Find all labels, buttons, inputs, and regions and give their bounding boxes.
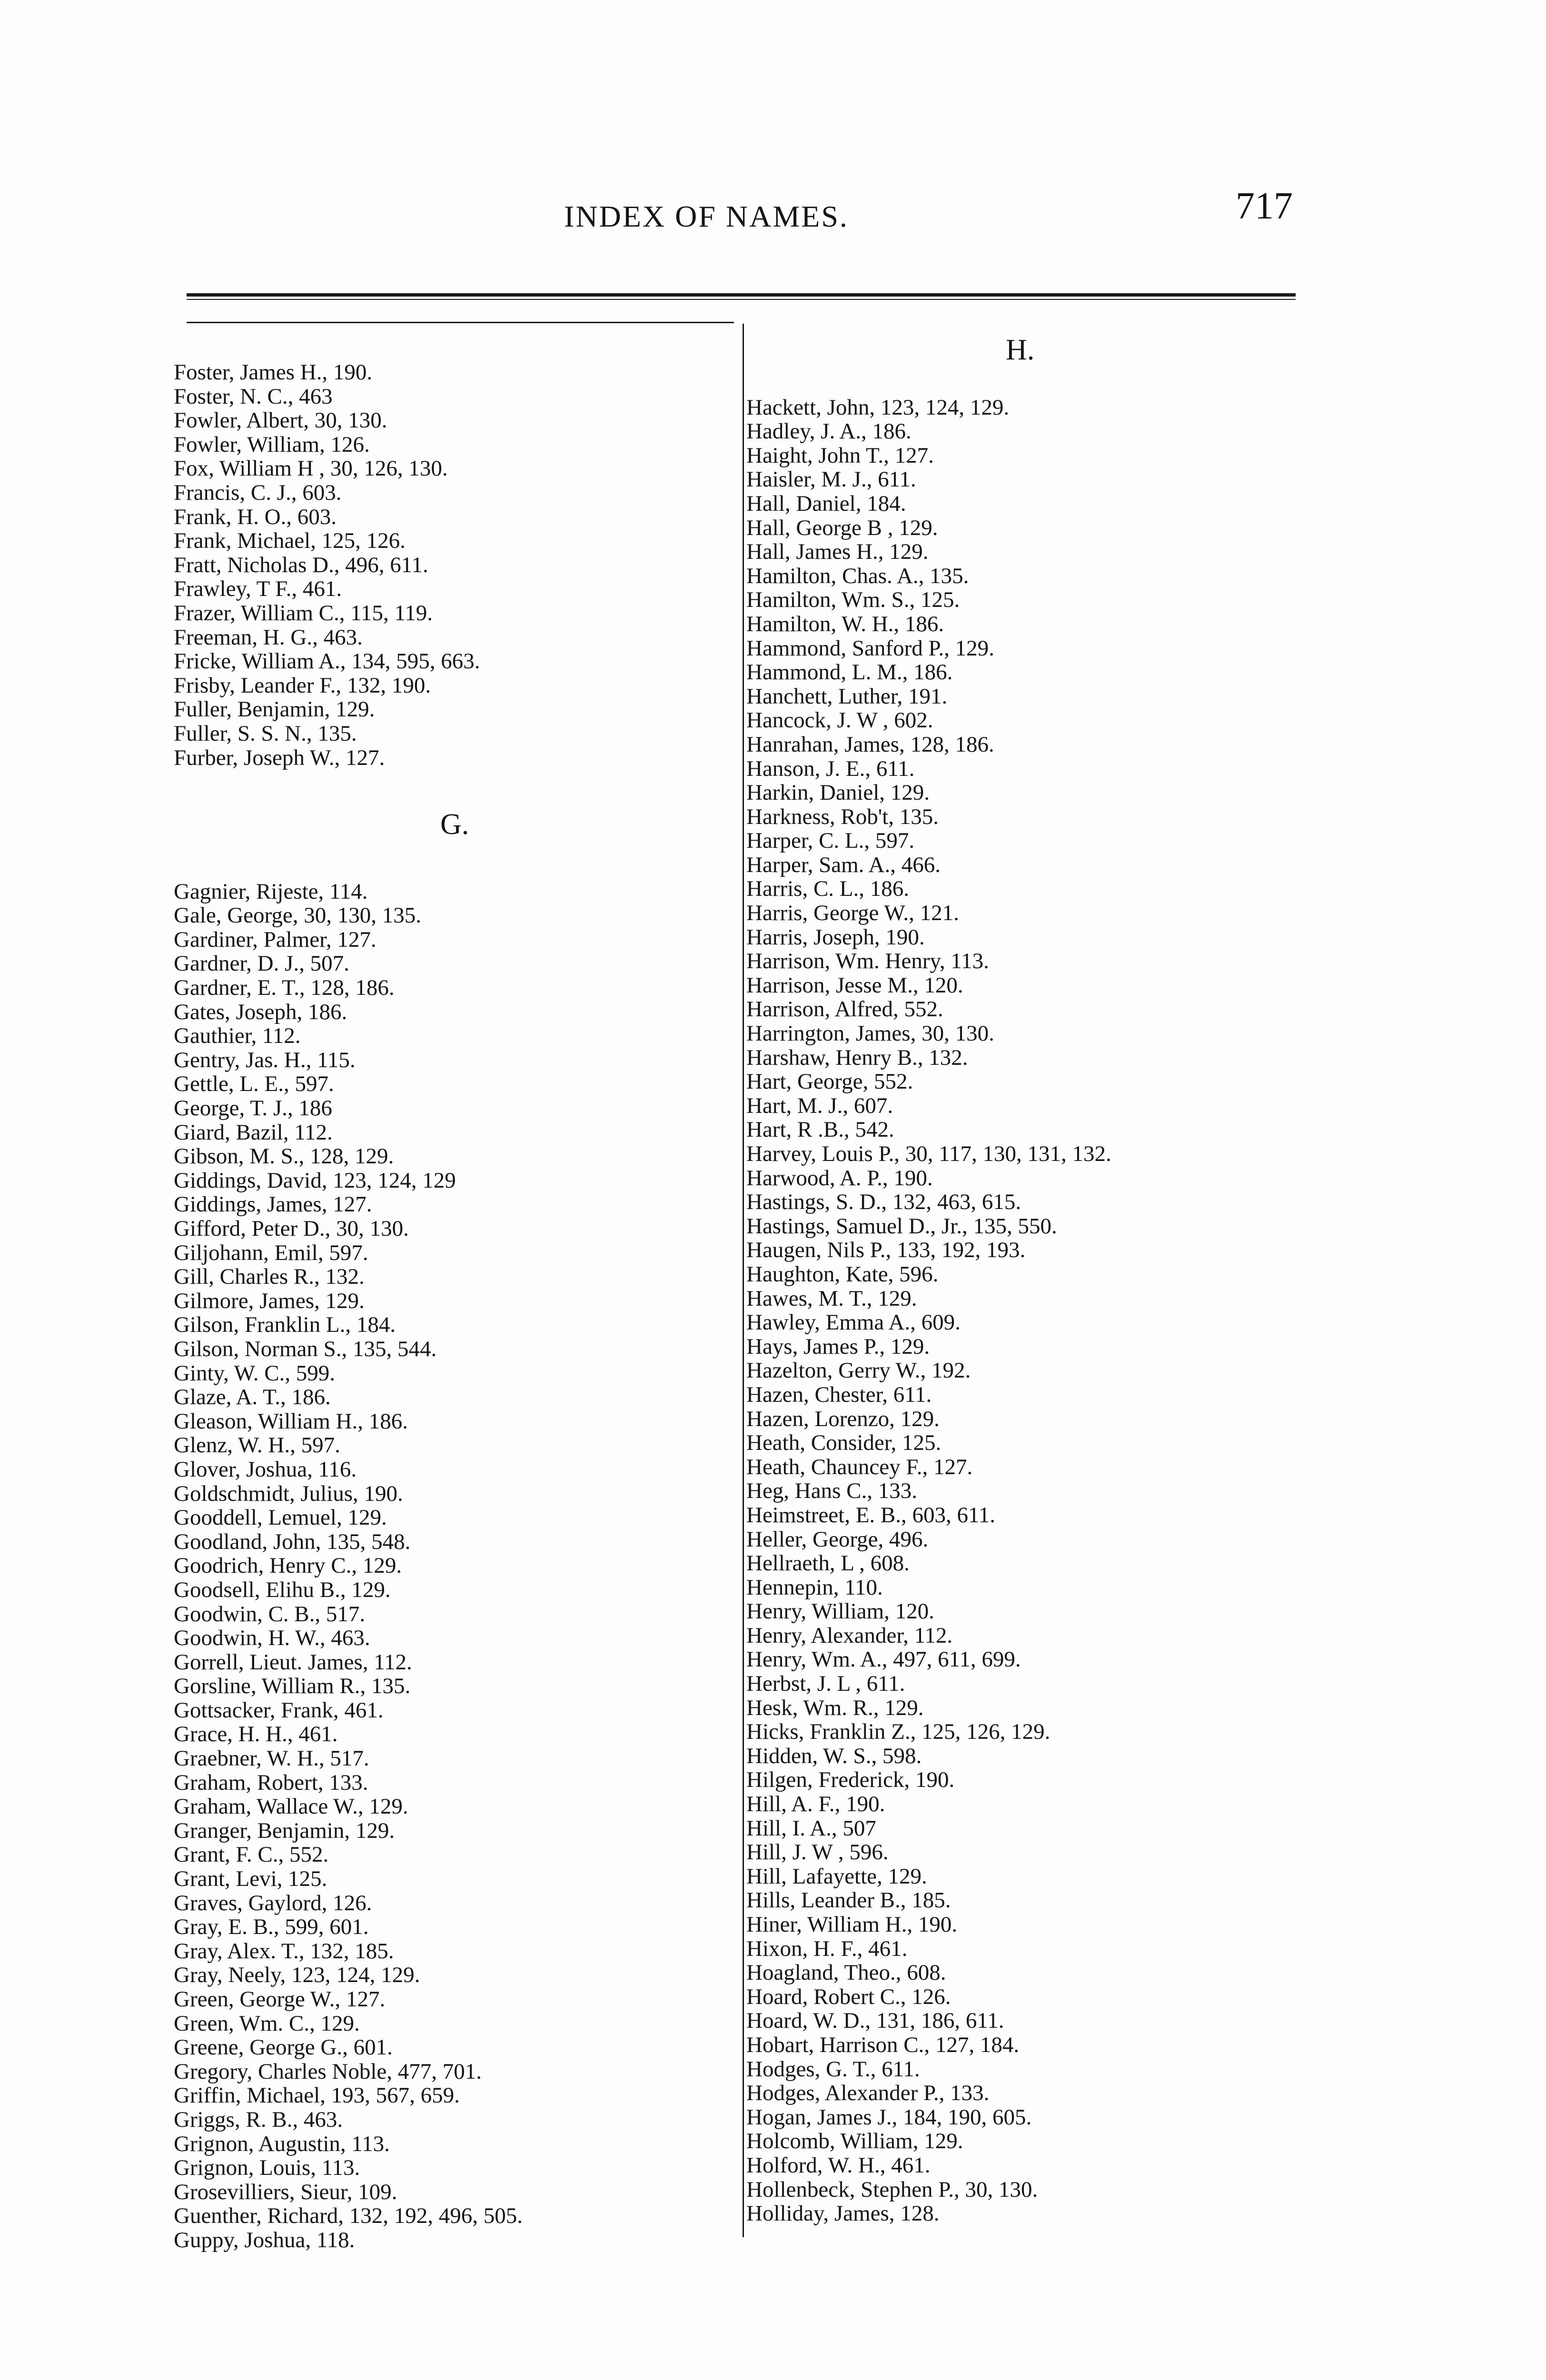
index-entry: Hennepin, 110. (746, 1575, 883, 1600)
index-entry: Goodwin, H. W., 463. (174, 1626, 370, 1651)
index-entry: Gilmore, James, 129. (174, 1288, 365, 1313)
index-entry: Harrington, James, 30, 130. (746, 1021, 994, 1046)
index-entry: Hobart, Harrison C., 127, 184. (746, 2032, 1020, 2057)
index-entry: Hollenbeck, Stephen P., 30, 130. (746, 2177, 1038, 2202)
index-entry: Hastings, S. D., 132, 463, 615. (746, 1190, 1021, 1215)
index-entry: Giljohann, Emil, 597. (174, 1240, 368, 1265)
index-entry: Fuller, Benjamin, 129. (174, 697, 375, 722)
header-rule (187, 293, 1296, 297)
index-entry: Holford, W. H., 461. (746, 2152, 931, 2178)
index-entry: Giddings, David, 123, 124, 129 (174, 1168, 456, 1193)
index-entry: Hoard, W. D., 131, 186, 611. (746, 2008, 1004, 2033)
index-entry: Guppy, Joshua, 118. (174, 2227, 355, 2252)
right-column (746, 334, 1270, 2226)
index-entry: Gardner, D. J., 507. (174, 951, 349, 976)
index-entry: Hawley, Emma A., 609. (746, 1310, 961, 1335)
section-heading-g: G. (440, 808, 469, 841)
index-entry: Heg, Hans C., 133. (746, 1478, 917, 1504)
index-entry: Gooddell, Lemuel, 129. (174, 1505, 387, 1530)
index-entry: Hadley, J. A., 186. (746, 419, 912, 444)
index-entry: Giddings, James, 127. (174, 1192, 372, 1217)
index-entry: Gorsline, William R., 135. (174, 1674, 411, 1699)
index-entry: Henry, Wm. A., 497, 611, 699. (746, 1647, 1021, 1672)
index-entry: Hazen, Lorenzo, 129. (746, 1406, 940, 1431)
index-entry: Hall, James H., 129. (746, 539, 929, 565)
index-entry: Hogan, James J., 184, 190, 605. (746, 2104, 1032, 2130)
section-heading-h: H. (1006, 334, 1035, 366)
index-entry: Hoard, Robert C., 126. (746, 1984, 951, 2009)
index-entry: Gardiner, Palmer, 127. (174, 927, 377, 952)
index-entry: Gray, E. B., 599, 601. (174, 1914, 369, 1940)
index-entry: Foster, N. C., 463 (174, 384, 333, 409)
page-header (0, 185, 1546, 242)
left-column-rule (187, 322, 734, 323)
index-entry: Harper, Sam. A., 466. (746, 852, 941, 877)
index-entry: Hamilton, Wm. S., 125. (746, 587, 960, 613)
index-entry: Glover, Joshua, 116. (174, 1457, 357, 1482)
index-entry: Frawley, T F., 461. (174, 576, 342, 602)
index-entry: Harper, C. L., 597. (746, 828, 915, 853)
index-entry: Gilson, Norman S., 135, 544. (174, 1336, 437, 1361)
index-entry: Hill, I. A., 507 (746, 1815, 876, 1841)
index-entry: Holcomb, William, 129. (746, 2129, 963, 2154)
index-entry: Fricke, William A., 134, 595, 663. (174, 649, 480, 674)
index-entry: Gill, Charles R., 132. (174, 1264, 365, 1289)
index-entry: Giard, Bazil, 112. (174, 1120, 333, 1145)
index-list-f (174, 360, 721, 770)
index-entry: Gifford, Peter D., 30, 130. (174, 1216, 409, 1241)
index-entry: Graves, Gaylord, 126. (174, 1890, 372, 1915)
index-entry: Haisler, M. J., 611. (746, 467, 916, 492)
index-entry: Harris, George W., 121. (746, 901, 959, 926)
index-entry: Gardner, E. T., 128, 186. (174, 975, 395, 1001)
index-entry: Hancock, J. W , 602. (746, 708, 933, 733)
index-entry: Hanchett, Luther, 191. (746, 684, 948, 709)
index-entry: Hart, M. J., 607. (746, 1093, 893, 1118)
index-entry: Hazelton, Gerry W., 192. (746, 1358, 971, 1383)
index-entry: Hall, Daniel, 184. (746, 491, 906, 516)
index-entry: Harwood, A. P., 190. (746, 1165, 933, 1190)
page-title: INDEX OF NAMES. (564, 199, 849, 233)
index-entry: Hastings, Samuel D., Jr., 135, 550. (746, 1213, 1057, 1239)
index-entry: Grant, F. C., 552. (174, 1842, 329, 1867)
index-entry: Gottsacker, Frank, 461. (174, 1697, 384, 1723)
index-entry: Holliday, James, 128. (746, 2201, 940, 2226)
index-entry: Greene, George G., 601. (174, 2035, 393, 2060)
index-entry: Harkin, Daniel, 129. (746, 780, 930, 805)
index-entry: Frank, Michael, 125, 126. (174, 528, 406, 554)
index-entry: Harrison, Wm. Henry, 113. (746, 949, 989, 974)
index-entry: Harrison, Alfred, 552. (746, 997, 943, 1022)
index-entry: Heimstreet, E. B., 603, 611. (746, 1502, 996, 1527)
index-entry: Hilgen, Frederick, 190. (746, 1767, 955, 1793)
index-entry: Graham, Wallace W., 129. (174, 1794, 408, 1819)
index-entry: Griggs, R. B., 463. (174, 2107, 343, 2132)
index-entry: Frank, H. O., 603. (174, 504, 337, 529)
index-entry: Ginty, W. C., 599. (174, 1360, 336, 1386)
index-entry: Gleason, William H., 186. (174, 1408, 408, 1434)
index-entry: Gray, Alex. T., 132, 185. (174, 1938, 394, 1964)
index-entry: Haugen, Nils P., 133, 192, 193. (746, 1238, 1026, 1263)
index-entry: Hall, George B , 129. (746, 515, 938, 540)
index-entry: Gates, Joseph, 186. (174, 999, 347, 1024)
index-entry: Henry, William, 120. (746, 1599, 934, 1624)
index-entry: Hammond, L. M., 186. (746, 660, 953, 685)
index-entry: Graham, Robert, 133. (174, 1770, 368, 1795)
index-entry: Hammond, Sanford P., 129. (746, 635, 994, 661)
index-entry: Gilson, Franklin L., 184. (174, 1312, 396, 1338)
index-entry: Haight, John T., 127. (746, 443, 934, 468)
index-entry: Hodges, Alexander P., 133. (746, 2081, 990, 2106)
index-entry: Hawes, M. T., 129. (746, 1286, 917, 1311)
index-entry: Hesk, Wm. R., 129. (746, 1695, 924, 1720)
index-entry: Harshaw, Henry B., 132. (746, 1045, 968, 1070)
index-entry: Fratt, Nicholas D., 496, 611. (174, 552, 428, 577)
index-entry: Heller, George, 496. (746, 1527, 929, 1552)
index-entry: Grignon, Augustin, 113. (174, 2131, 390, 2156)
index-entry: Goodsell, Elihu B., 129. (174, 1577, 391, 1602)
index-entry: Hicks, Franklin Z., 125, 126, 129. (746, 1719, 1050, 1745)
index-entry: Graebner, W. H., 517. (174, 1746, 369, 1771)
index-entry: Hazen, Chester, 611. (746, 1382, 932, 1407)
index-entry: Frazer, William C., 115, 119. (174, 600, 433, 625)
index-entry: Goodland, John, 135, 548. (174, 1529, 411, 1554)
index-entry: Fowler, William, 126. (174, 432, 370, 457)
index-entry: Fuller, S. S. N., 135. (174, 721, 357, 746)
page-number: 717 (1236, 185, 1293, 227)
index-entry: Gorrell, Lieut. James, 112. (174, 1649, 412, 1675)
index-entry: Guenther, Richard, 132, 192, 496, 505. (174, 2203, 523, 2229)
index-entry: Hixon, H. F., 461. (746, 1936, 908, 1961)
index-entry: Heath, Consider, 125. (746, 1430, 941, 1456)
index-entry: Haughton, Kate, 596. (746, 1261, 939, 1287)
index-entry: Glenz, W. H., 597. (174, 1433, 340, 1458)
index-entry: Grosevilliers, Sieur, 109. (174, 2179, 397, 2204)
index-entry: Harris, Joseph, 190. (746, 924, 925, 950)
index-entry: Frisby, Leander F., 132, 190. (174, 673, 431, 698)
column-divider (743, 324, 744, 2237)
index-entry: Gibson, M. S., 128, 129. (174, 1144, 394, 1169)
index-entry: Furber, Joseph W., 127. (174, 745, 385, 770)
index-entry: Harrison, Jesse M., 120. (746, 972, 963, 998)
index-entry: Hill, J. W , 596. (746, 1840, 889, 1865)
index-entry: Hiner, William H., 190. (746, 1912, 958, 1937)
index-entry: Goodrich, Henry C., 129. (174, 1553, 402, 1578)
index-entry: Francis, C. J., 603. (174, 480, 342, 505)
index-entry: Gray, Neely, 123, 124, 129. (174, 1963, 420, 1988)
index-entry: Hackett, John, 123, 124, 129. (746, 395, 1010, 420)
index-entry: Henry, Alexander, 112. (746, 1623, 953, 1648)
index-entry: Gentry, Jas. H., 115. (174, 1047, 356, 1072)
index-entry: Green, George W., 127. (174, 1987, 386, 2012)
index-entry: Green, Wm. C., 129. (174, 2011, 360, 2036)
index-entry: Granger, Benjamin, 129. (174, 1818, 395, 1843)
index-entry: Hanrahan, James, 128, 186. (746, 732, 994, 757)
index-entry: Gale, George, 30, 130, 135. (174, 903, 421, 928)
index-entry: Grant, Levi, 125. (174, 1866, 327, 1892)
index-entry: Hamilton, Chas. A., 135. (746, 563, 969, 588)
index-entry: Harvey, Louis P., 30, 117, 130, 131, 132. (746, 1141, 1111, 1166)
index-entry: Glaze, A. T., 186. (174, 1385, 331, 1410)
index-entry: Hill, Lafayette, 129. (746, 1864, 927, 1889)
index-entry: Griffin, Michael, 193, 567, 659. (174, 2083, 460, 2108)
index-entry: Hart, George, 552. (746, 1069, 913, 1094)
index-list-g (174, 880, 721, 2252)
index-list-h (746, 396, 1270, 2226)
index-entry: Foster, James H., 190. (174, 360, 373, 385)
index-entry: Freeman, H. G., 463. (174, 625, 363, 650)
index-entry: Herbst, J. L , 611. (746, 1671, 905, 1696)
index-entry: Heath, Chauncey F., 127. (746, 1454, 973, 1479)
index-entry: Fox, William H , 30, 126, 130. (174, 456, 448, 481)
index-entry: Grace, H. H., 461. (174, 1722, 338, 1747)
index-entry: Hanson, J. E., 611. (746, 756, 915, 781)
index-entry: Hill, A. F., 190. (746, 1792, 885, 1817)
index-entry: Harkness, Rob't, 135. (746, 804, 939, 829)
index-entry: Fowler, Albert, 30, 130. (174, 408, 387, 433)
index-entry: Hays, James P., 129. (746, 1334, 930, 1359)
index-entry: Hellraeth, L , 608. (746, 1551, 910, 1576)
header-rule-thin (187, 299, 1296, 300)
index-entry: Gagnier, Rijeste, 114. (174, 879, 368, 904)
index-entry: Gauthier, 112. (174, 1023, 301, 1049)
index-entry: Harris, C. L., 186. (746, 876, 910, 902)
index-entry: Gettle, L. E., 597. (174, 1071, 334, 1097)
index-entry: Hamilton, W. H., 186. (746, 611, 944, 636)
index-entry: Hodges, G. T., 611. (746, 2056, 920, 2082)
index-entry: Goodwin, C. B., 517. (174, 1601, 366, 1626)
index-entry: Gregory, Charles Noble, 477, 701. (174, 2059, 482, 2084)
index-entry: Goldschmidt, Julius, 190. (174, 1481, 403, 1506)
index-entry: Grignon, Louis, 113. (174, 2155, 360, 2181)
index-entry: Hart, R .B., 542. (746, 1117, 894, 1142)
index-entry: Hills, Leander B., 185. (746, 1888, 951, 1913)
index-entry: George, T. J., 186 (174, 1096, 332, 1121)
left-column (174, 360, 721, 2252)
index-entry: Hoagland, Theo., 608. (746, 1960, 946, 1985)
index-entry: Hidden, W. S., 598. (746, 1743, 922, 1768)
